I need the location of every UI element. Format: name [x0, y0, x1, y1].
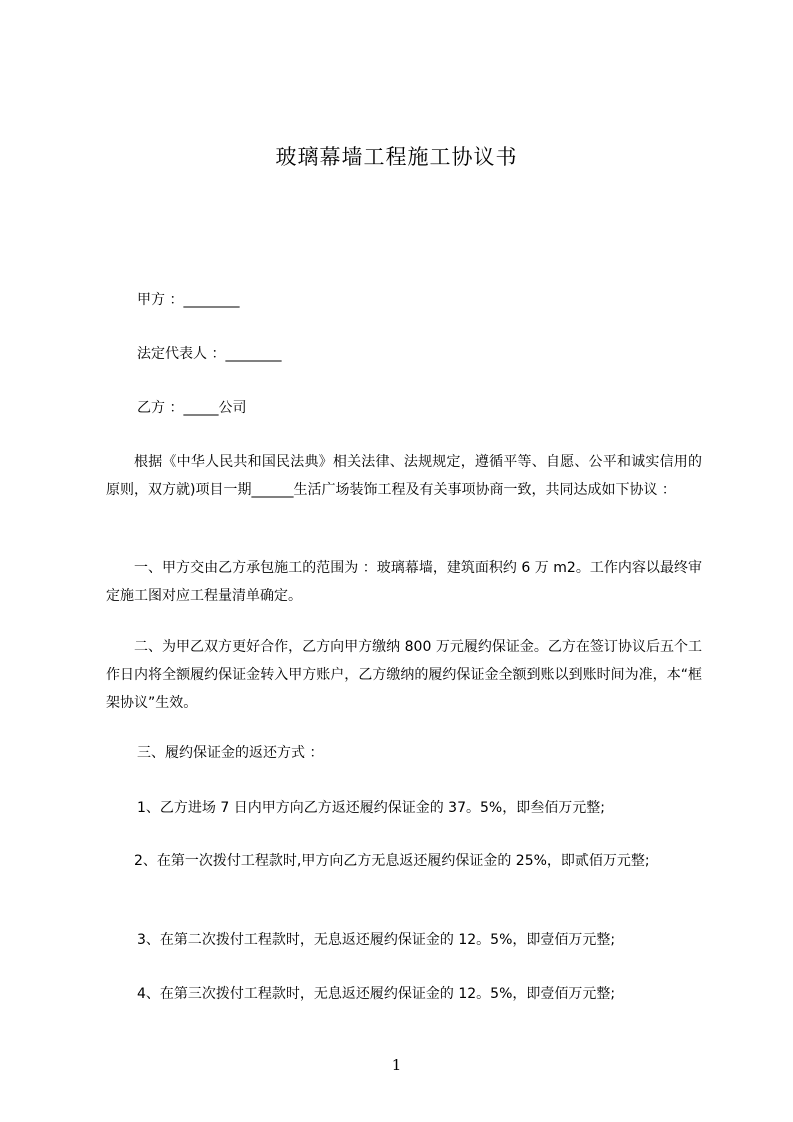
clause-2-paragraph: 二、为甲乙双方更好合作，乙方向甲方缴纳 800 万元履约保证金。乙方在签订协议后五个工作日内将全额履约保证金转入甲方账户，乙方缴纳的履约保证金全额到账以到账时间为准，本“框架协议”生效。	[106, 639, 702, 711]
preamble-paragraph: 根据《中华人民共和国民法典》相关法律、法规规定，遵循平等、自愿、公平和诚实信用的原则，双方就)项目一期______生活广场装饰工程及有关事项协商一致，共同达成如下协议 ：	[106, 454, 702, 498]
legal-representative-line: 法定代表人 ：________	[137, 346, 282, 362]
refund-item-2: 2、在第一次拨付工程款时,甲方向乙方无息返还履约保证金的 25%，即贰佰万元整;	[134, 853, 650, 869]
party-b-line: 乙方 ：_____公司	[137, 400, 247, 416]
document-title: 玻璃幕墙工程施工协议书	[275, 145, 518, 169]
refund-item-1: 1、乙方进场 7 日内甲方向乙方返还履约保证金的 37。5%，即叁佰万元整;	[137, 800, 605, 816]
clause-1-paragraph: 一、甲方交由乙方承包施工的范围为 ：玻璃幕墙，建筑面积约 6 万 m2。工作内容以最终审定施工图对应工程量清单确定。	[106, 560, 702, 604]
party-a-line: 甲方 ：________	[137, 292, 240, 308]
clause-3-heading: 三、履约保证金的返还方式 ：	[137, 745, 324, 761]
refund-item-4: 4、在第三次拨付工程款时，无息返还履约保证金的 12。5%，即壹佰万元整;	[137, 986, 616, 1002]
page-number: 1	[391, 1056, 402, 1074]
refund-item-3: 3、在第二次拨付工程款时，无息返还履约保证金的 12。5%，即壹佰万元整;	[137, 932, 616, 948]
